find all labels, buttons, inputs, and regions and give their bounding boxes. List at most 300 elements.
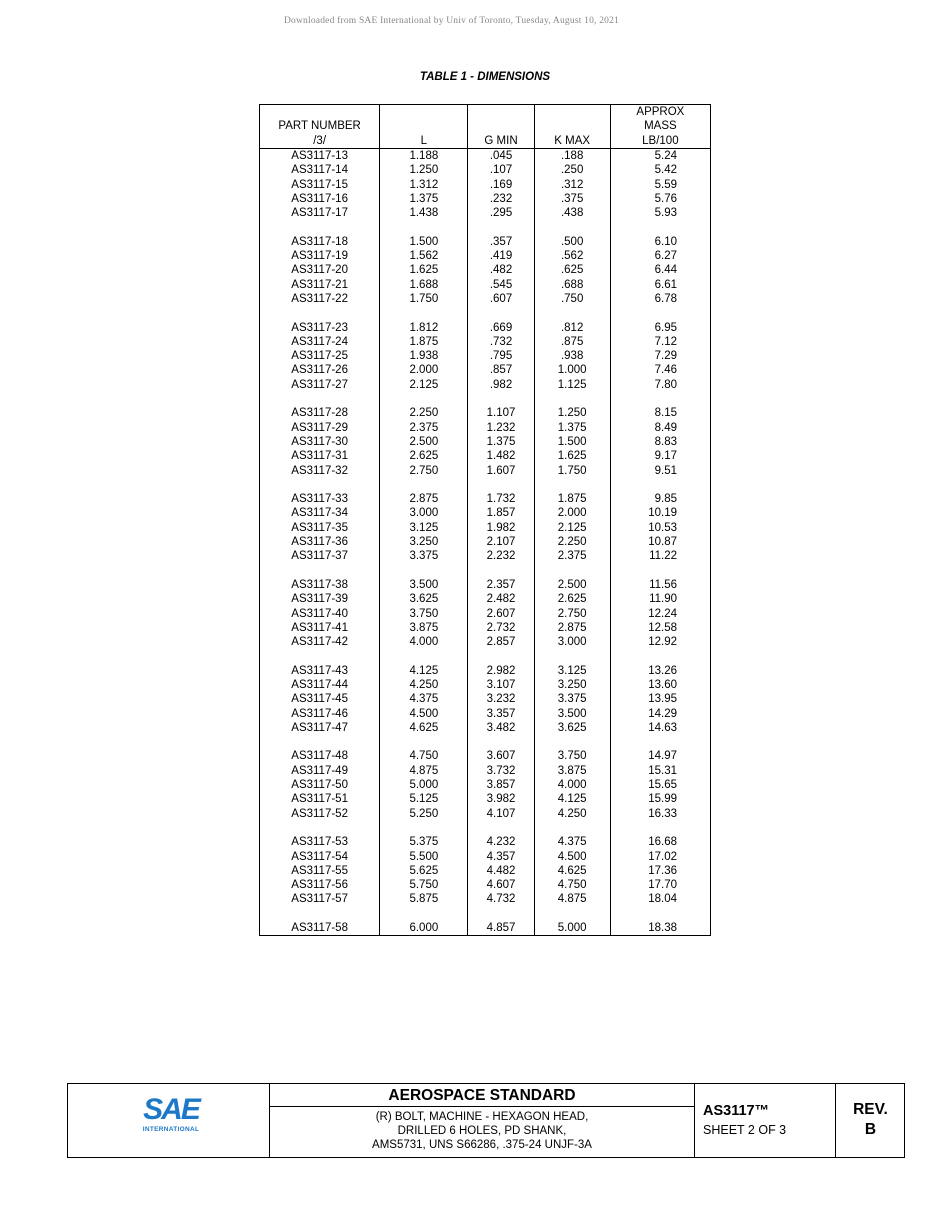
cell-part-number: AS3117-19 xyxy=(260,249,380,263)
cell-mass: 5.24 xyxy=(610,149,710,164)
cell-mass: 14.97 xyxy=(610,749,710,763)
cell-part-number: AS3117-51 xyxy=(260,792,380,806)
cell-part-number: AS3117-46 xyxy=(260,707,380,721)
cell-mass: 10.53 xyxy=(610,521,710,535)
table-row xyxy=(260,835,711,849)
cell-l: 5.750 xyxy=(380,878,468,892)
title-cell xyxy=(270,1084,695,1157)
cell-l: 2.750 xyxy=(380,464,468,478)
cell-part-number: AS3117-44 xyxy=(260,678,380,692)
cell-part-number: AS3117-47 xyxy=(260,721,380,735)
cell-mass: 18.04 xyxy=(610,892,710,906)
cell-k-max: 3.125 xyxy=(534,664,610,678)
spacer-cell xyxy=(534,220,610,234)
cell-k-max: 4.250 xyxy=(534,807,610,821)
header-approx-mass xyxy=(610,105,710,149)
cell-k-max: 2.125 xyxy=(534,521,610,535)
table-row xyxy=(260,464,711,478)
cell-g-min: 4.732 xyxy=(468,892,534,906)
cell-l: 1.938 xyxy=(380,349,468,363)
group-spacer xyxy=(260,735,711,749)
cell-k-max: .875 xyxy=(534,335,610,349)
cell-part-number: AS3117-40 xyxy=(260,607,380,621)
cell-part-number: AS3117-38 xyxy=(260,578,380,592)
spacer-cell xyxy=(468,564,534,578)
spacer-cell xyxy=(468,735,534,749)
cell-l: 3.000 xyxy=(380,506,468,520)
cell-l: 5.875 xyxy=(380,892,468,906)
cell-part-number: AS3117-29 xyxy=(260,421,380,435)
cell-mass: 14.63 xyxy=(610,721,710,735)
cell-k-max: 3.375 xyxy=(534,692,610,706)
cell-l: 3.250 xyxy=(380,535,468,549)
cell-k-max: 3.500 xyxy=(534,707,610,721)
cell-g-min: 2.857 xyxy=(468,635,534,649)
table-row xyxy=(260,578,711,592)
cell-l: 3.500 xyxy=(380,578,468,592)
cell-part-number: AS3117-31 xyxy=(260,449,380,463)
spacer-cell xyxy=(260,649,380,663)
spacer-cell xyxy=(468,392,534,406)
cell-k-max: 2.625 xyxy=(534,592,610,606)
cell-l: 4.625 xyxy=(380,721,468,735)
cell-k-max: 1.625 xyxy=(534,449,610,463)
cell-l: 1.500 xyxy=(380,235,468,249)
table-row xyxy=(260,850,711,864)
table-row xyxy=(260,778,711,792)
cell-mass: 6.27 xyxy=(610,249,710,263)
cell-k-max: 4.750 xyxy=(534,878,610,892)
table-row xyxy=(260,792,711,806)
cell-mass: 10.19 xyxy=(610,506,710,520)
table-row xyxy=(260,492,711,506)
cell-l: 2.125 xyxy=(380,378,468,392)
spacer-cell xyxy=(380,649,468,663)
cell-mass: 15.65 xyxy=(610,778,710,792)
cell-g-min: 3.107 xyxy=(468,678,534,692)
spacer-cell xyxy=(534,821,610,835)
header-k-max xyxy=(534,105,610,149)
cell-l: 4.500 xyxy=(380,707,468,721)
cell-k-max: 4.000 xyxy=(534,778,610,792)
group-spacer xyxy=(260,478,711,492)
cell-l: 1.562 xyxy=(380,249,468,263)
cell-mass: 18.38 xyxy=(610,921,710,936)
description-line: AMS5731, UNS S66286, .375-24 UNJF-3A xyxy=(372,1139,592,1151)
table-row xyxy=(260,549,711,563)
table-row xyxy=(260,921,711,936)
header-l xyxy=(380,105,468,149)
cell-part-number: AS3117-57 xyxy=(260,892,380,906)
table-row xyxy=(260,363,711,377)
cell-l: 4.375 xyxy=(380,692,468,706)
spacer-cell xyxy=(468,306,534,320)
cell-l: 5.000 xyxy=(380,778,468,792)
description-line: DRILLED 6 HOLES, PD SHANK, xyxy=(397,1125,567,1137)
cell-mass: 12.58 xyxy=(610,621,710,635)
cell-k-max: 5.000 xyxy=(534,921,610,936)
cell-part-number: AS3117-30 xyxy=(260,435,380,449)
cell-g-min: 3.732 xyxy=(468,764,534,778)
cell-mass: 15.31 xyxy=(610,764,710,778)
group-spacer xyxy=(260,306,711,320)
cell-k-max: .625 xyxy=(534,263,610,277)
spacer-cell xyxy=(534,306,610,320)
spacer-cell xyxy=(534,649,610,663)
cell-mass: 17.36 xyxy=(610,864,710,878)
cell-k-max: 1.750 xyxy=(534,464,610,478)
cell-part-number: AS3117-52 xyxy=(260,807,380,821)
cell-g-min: 1.375 xyxy=(468,435,534,449)
cell-l: 2.250 xyxy=(380,406,468,420)
cell-l: 5.500 xyxy=(380,850,468,864)
cell-g-min: .482 xyxy=(468,263,534,277)
cell-mass: 9.17 xyxy=(610,449,710,463)
cell-k-max: 1.000 xyxy=(534,363,610,377)
header-line: L xyxy=(420,134,428,147)
cell-l: 5.125 xyxy=(380,792,468,806)
spacer-cell xyxy=(380,306,468,320)
cell-mass: 8.83 xyxy=(610,435,710,449)
cell-part-number: AS3117-23 xyxy=(260,321,380,335)
cell-k-max: 2.000 xyxy=(534,506,610,520)
table-row xyxy=(260,535,711,549)
cell-g-min: 2.982 xyxy=(468,664,534,678)
cell-l: 1.812 xyxy=(380,321,468,335)
spacer-cell xyxy=(380,220,468,234)
cell-mass: 7.80 xyxy=(610,378,710,392)
revision-value: B xyxy=(864,1121,877,1138)
cell-k-max: .188 xyxy=(534,149,610,164)
cell-l: 3.875 xyxy=(380,621,468,635)
table-row xyxy=(260,406,711,420)
cell-k-max: .562 xyxy=(534,249,610,263)
spacer-cell xyxy=(260,306,380,320)
table-row xyxy=(260,764,711,778)
cell-l: 4.250 xyxy=(380,678,468,692)
spacer-cell xyxy=(380,821,468,835)
cell-l: 2.000 xyxy=(380,363,468,377)
cell-part-number: AS3117-37 xyxy=(260,549,380,563)
cell-g-min: 4.482 xyxy=(468,864,534,878)
cell-part-number: AS3117-26 xyxy=(260,363,380,377)
spacer-cell xyxy=(610,478,710,492)
cell-mass: 5.42 xyxy=(610,163,710,177)
cell-g-min: .419 xyxy=(468,249,534,263)
cell-g-min: 2.732 xyxy=(468,621,534,635)
cell-l: 3.375 xyxy=(380,549,468,563)
cell-l: 2.875 xyxy=(380,492,468,506)
spacer-cell xyxy=(468,821,534,835)
header-line: PART NUMBER xyxy=(278,120,361,133)
cell-mass: 9.51 xyxy=(610,464,710,478)
cell-l: 1.250 xyxy=(380,163,468,177)
cell-k-max: 3.875 xyxy=(534,764,610,778)
cell-mass: 11.90 xyxy=(610,592,710,606)
cell-k-max: .500 xyxy=(534,235,610,249)
table-row xyxy=(260,892,711,906)
cell-mass: 12.24 xyxy=(610,607,710,621)
cell-g-min: 4.607 xyxy=(468,878,534,892)
cell-k-max: .312 xyxy=(534,178,610,192)
cell-g-min: 3.982 xyxy=(468,792,534,806)
spacer-cell xyxy=(468,907,534,921)
cell-k-max: 3.250 xyxy=(534,678,610,692)
spacer-cell xyxy=(610,821,710,835)
cell-l: 2.500 xyxy=(380,435,468,449)
cell-mass: 14.29 xyxy=(610,707,710,721)
cell-g-min: 3.232 xyxy=(468,692,534,706)
cell-l: 1.875 xyxy=(380,335,468,349)
header-line: G MIN xyxy=(484,134,518,147)
spacer-cell xyxy=(260,392,380,406)
cell-part-number: AS3117-20 xyxy=(260,263,380,277)
spacer-cell xyxy=(610,735,710,749)
cell-k-max: 2.875 xyxy=(534,621,610,635)
cell-g-min: 1.982 xyxy=(468,521,534,535)
cell-g-min: .545 xyxy=(468,278,534,292)
table-row xyxy=(260,664,711,678)
cell-l: 3.625 xyxy=(380,592,468,606)
group-spacer xyxy=(260,907,711,921)
cell-k-max: 1.250 xyxy=(534,406,610,420)
cell-k-max: 1.125 xyxy=(534,378,610,392)
cell-mass: 5.59 xyxy=(610,178,710,192)
spacer-cell xyxy=(468,220,534,234)
cell-l: 1.438 xyxy=(380,206,468,220)
cell-mass: 13.95 xyxy=(610,692,710,706)
cell-g-min: 1.607 xyxy=(468,464,534,478)
cell-g-min: .169 xyxy=(468,178,534,192)
description-line: (R) BOLT, MACHINE - HEXAGON HEAD, xyxy=(375,1111,589,1123)
spacer-cell xyxy=(260,564,380,578)
group-spacer xyxy=(260,564,711,578)
table-row xyxy=(260,878,711,892)
cell-mass: 6.61 xyxy=(610,278,710,292)
download-notice: Downloaded from SAE International by Univ of Toronto, Tuesday, August 10, 2021 xyxy=(283,16,619,26)
cell-mass: 6.95 xyxy=(610,321,710,335)
cell-g-min: 1.732 xyxy=(468,492,534,506)
cell-g-min: .107 xyxy=(468,163,534,177)
table-row xyxy=(260,292,711,306)
table-row xyxy=(260,435,711,449)
document-number: AS3117™ xyxy=(703,1103,770,1119)
cell-g-min: .357 xyxy=(468,235,534,249)
table-row xyxy=(260,678,711,692)
cell-g-min: .232 xyxy=(468,192,534,206)
title-block xyxy=(67,1083,905,1158)
cell-l: 5.375 xyxy=(380,835,468,849)
cell-part-number: AS3117-16 xyxy=(260,192,380,206)
cell-part-number: AS3117-15 xyxy=(260,178,380,192)
cell-l: 1.188 xyxy=(380,149,468,164)
cell-g-min: 1.232 xyxy=(468,421,534,435)
table-row xyxy=(260,707,711,721)
cell-part-number: AS3117-13 xyxy=(260,149,380,164)
sae-logo xyxy=(136,1095,206,1133)
table-row xyxy=(260,506,711,520)
cell-l: 3.750 xyxy=(380,607,468,621)
cell-g-min: .607 xyxy=(468,292,534,306)
cell-mass: 17.02 xyxy=(610,850,710,864)
spacer-cell xyxy=(610,907,710,921)
table-row xyxy=(260,635,711,649)
cell-k-max: 4.875 xyxy=(534,892,610,906)
table-row xyxy=(260,349,711,363)
header-g-min xyxy=(468,105,534,149)
cell-mass: 8.49 xyxy=(610,421,710,435)
spacer-cell xyxy=(380,735,468,749)
group-spacer xyxy=(260,392,711,406)
spacer-cell xyxy=(260,735,380,749)
cell-l: 1.625 xyxy=(380,263,468,277)
group-spacer xyxy=(260,220,711,234)
cell-k-max: .375 xyxy=(534,192,610,206)
cell-k-max: .750 xyxy=(534,292,610,306)
table-row xyxy=(260,149,711,164)
spacer-cell xyxy=(260,821,380,835)
dimensions-table xyxy=(259,104,711,936)
standard-description xyxy=(270,1110,694,1152)
table-row xyxy=(260,249,711,263)
table-row xyxy=(260,721,711,735)
cell-part-number: AS3117-49 xyxy=(260,764,380,778)
spacer-cell xyxy=(610,306,710,320)
spacer-cell xyxy=(610,564,710,578)
cell-g-min: 3.357 xyxy=(468,707,534,721)
cell-k-max: 2.750 xyxy=(534,607,610,621)
group-spacer xyxy=(260,821,711,835)
spacer-cell xyxy=(380,392,468,406)
spacer-cell xyxy=(260,478,380,492)
cell-mass: 5.76 xyxy=(610,192,710,206)
cell-mass: 16.68 xyxy=(610,835,710,849)
cell-k-max: 1.875 xyxy=(534,492,610,506)
table-row xyxy=(260,607,711,621)
cell-l: 1.375 xyxy=(380,192,468,206)
cell-part-number: AS3117-50 xyxy=(260,778,380,792)
cell-g-min: 2.232 xyxy=(468,549,534,563)
header-line: /3/ xyxy=(313,134,327,147)
cell-mass: 12.92 xyxy=(610,635,710,649)
cell-g-min: 2.482 xyxy=(468,592,534,606)
cell-k-max: 2.375 xyxy=(534,549,610,563)
spacer-cell xyxy=(260,220,380,234)
cell-l: 1.750 xyxy=(380,292,468,306)
cell-mass: 16.33 xyxy=(610,807,710,821)
cell-l: 5.250 xyxy=(380,807,468,821)
table-row xyxy=(260,206,711,220)
header-part-number xyxy=(260,105,380,149)
cell-l: 2.625 xyxy=(380,449,468,463)
cell-g-min: .295 xyxy=(468,206,534,220)
cell-mass: 9.85 xyxy=(610,492,710,506)
cell-g-min: .982 xyxy=(468,378,534,392)
cell-k-max: 2.500 xyxy=(534,578,610,592)
cell-g-min: .732 xyxy=(468,335,534,349)
cell-l: 5.625 xyxy=(380,864,468,878)
cell-k-max: 1.375 xyxy=(534,421,610,435)
spacer-cell xyxy=(534,564,610,578)
spacer-cell xyxy=(380,564,468,578)
cell-part-number: AS3117-24 xyxy=(260,335,380,349)
cell-part-number: AS3117-55 xyxy=(260,864,380,878)
cell-l: 6.000 xyxy=(380,921,468,936)
cell-k-max: .438 xyxy=(534,206,610,220)
table-header-row xyxy=(260,105,711,149)
spacer-cell xyxy=(534,478,610,492)
cell-part-number: AS3117-21 xyxy=(260,278,380,292)
cell-l: 4.750 xyxy=(380,749,468,763)
header-line: K MAX xyxy=(554,134,591,147)
cell-part-number: AS3117-27 xyxy=(260,378,380,392)
cell-k-max: .688 xyxy=(534,278,610,292)
table-row xyxy=(260,163,711,177)
cell-part-number: AS3117-33 xyxy=(260,492,380,506)
cell-k-max: 4.500 xyxy=(534,850,610,864)
cell-k-max: 3.000 xyxy=(534,635,610,649)
revision-cell xyxy=(836,1084,905,1157)
cell-part-number: AS3117-41 xyxy=(260,621,380,635)
cell-mass: 6.44 xyxy=(610,263,710,277)
cell-mass: 7.12 xyxy=(610,335,710,349)
spacer-cell xyxy=(380,478,468,492)
cell-mass: 5.93 xyxy=(610,206,710,220)
table-row xyxy=(260,449,711,463)
cell-g-min: 4.107 xyxy=(468,807,534,821)
cell-mass: 8.15 xyxy=(610,406,710,420)
cell-part-number: AS3117-17 xyxy=(260,206,380,220)
cell-part-number: AS3117-39 xyxy=(260,592,380,606)
sheet-number: SHEET 2 OF 3 xyxy=(703,1123,787,1137)
cell-mass: 10.87 xyxy=(610,535,710,549)
table-row xyxy=(260,278,711,292)
table-row xyxy=(260,749,711,763)
cell-part-number: AS3117-36 xyxy=(260,535,380,549)
table-row xyxy=(260,421,711,435)
header-line: MASS xyxy=(644,120,677,133)
cell-k-max: 2.250 xyxy=(534,535,610,549)
spacer-cell xyxy=(534,735,610,749)
cell-l: 1.688 xyxy=(380,278,468,292)
cell-g-min: 2.107 xyxy=(468,535,534,549)
cell-part-number: AS3117-32 xyxy=(260,464,380,478)
table-row xyxy=(260,807,711,821)
cell-mass: 13.26 xyxy=(610,664,710,678)
cell-k-max: 1.500 xyxy=(534,435,610,449)
cell-g-min: .795 xyxy=(468,349,534,363)
cell-k-max: 4.375 xyxy=(534,835,610,849)
cell-g-min: 4.357 xyxy=(468,850,534,864)
cell-l: 4.125 xyxy=(380,664,468,678)
cell-part-number: AS3117-48 xyxy=(260,749,380,763)
table-body xyxy=(260,149,711,936)
table-row xyxy=(260,192,711,206)
cell-g-min: 2.357 xyxy=(468,578,534,592)
cell-k-max: .938 xyxy=(534,349,610,363)
table-row xyxy=(260,378,711,392)
cell-l: 4.000 xyxy=(380,635,468,649)
cell-k-max: 4.125 xyxy=(534,792,610,806)
spacer-cell xyxy=(610,220,710,234)
cell-g-min: 4.232 xyxy=(468,835,534,849)
cell-k-max: .812 xyxy=(534,321,610,335)
cell-part-number: AS3117-25 xyxy=(260,349,380,363)
cell-part-number: AS3117-58 xyxy=(260,921,380,936)
cell-l: 2.375 xyxy=(380,421,468,435)
group-spacer xyxy=(260,649,711,663)
table-row xyxy=(260,864,711,878)
